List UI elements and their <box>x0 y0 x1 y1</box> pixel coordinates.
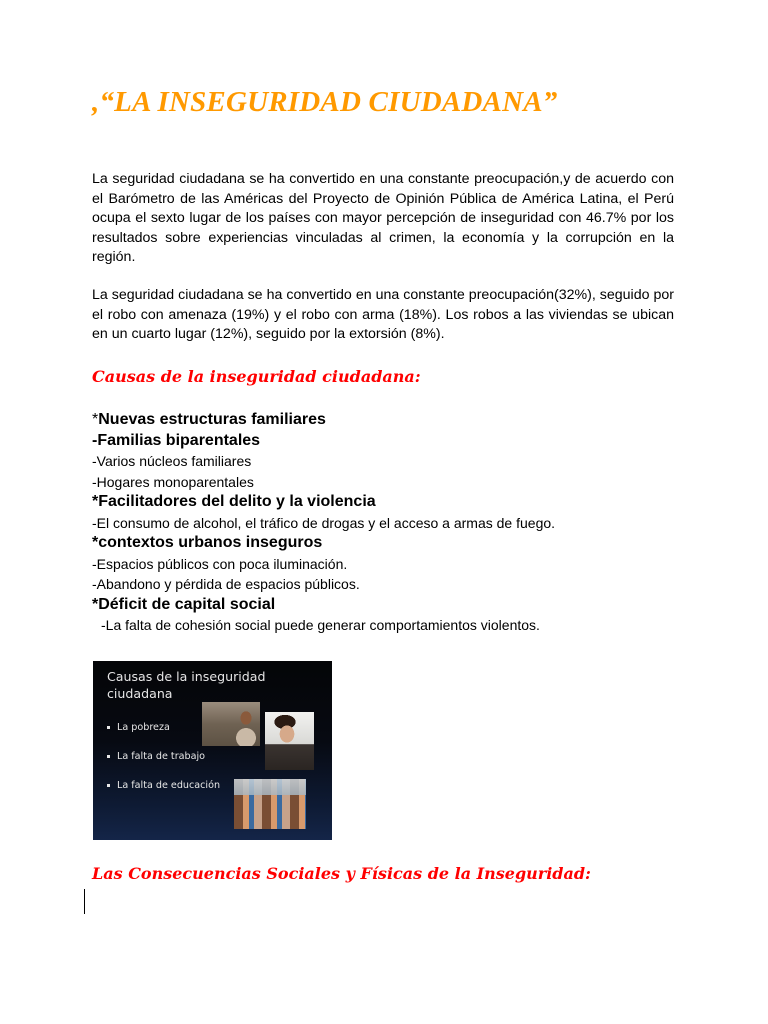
slide-bullet <box>107 722 170 733</box>
slide-bullet-label: La falta de educación <box>117 780 221 791</box>
slide-bullet-label: La falta de trabajo <box>117 751 206 762</box>
classroom-photo <box>234 779 306 829</box>
list-item: -Abandono y pérdida de espacios públicos. <box>92 576 360 592</box>
causes-list <box>92 410 692 636</box>
list-item: *contextos urbanos inseguros <box>92 534 323 551</box>
causes-heading: Causas de la inseguridad ciudadana: <box>92 367 421 386</box>
list-item: *Facilitadores del delito y la violencia <box>92 493 376 510</box>
list-item: -La falta de cohesión social puede generar comportamientos violentos. <box>101 617 540 633</box>
document-title: ,“LA INSEGURIDAD CIUDADANA” <box>92 86 558 118</box>
list-item: *Déficit de capital social <box>92 595 276 613</box>
intro-paragraph: La seguridad ciudadana se ha convertido en una constante preocupación,y de acuerdo con el Barómetro de las Américas del Proyecto de Opinión Pública de América Latina, el Perú ocupa el sexto lugar de los países con mayor percepción de inseguridad con 46.7% por los resultados sobre experiencias vinculadas al crimen, la economía y la corrupción en la región. <box>92 171 674 266</box>
list-item <box>92 410 692 431</box>
list-item: -El consumo de alcohol, el tráfico de drogas y el acceso a armas de fuego. <box>92 514 556 531</box>
list-item: -Hogares monoparentales <box>92 473 254 490</box>
slide-title: Causas de la inseguridad ciudadana <box>107 669 266 701</box>
embedded-slide-image <box>93 661 332 840</box>
slide-bullet <box>107 780 220 791</box>
poverty-photo <box>202 702 260 746</box>
bullet-icon <box>107 784 110 787</box>
slide-bullet <box>107 751 205 762</box>
list-item: -Espacios públicos con poca iluminación. <box>92 555 348 572</box>
bullet-star: * <box>92 411 99 428</box>
slide-bullet-label: La pobreza <box>117 722 170 733</box>
unemployment-photo <box>265 712 314 770</box>
list-item-label: Nuevas estructuras familiares <box>98 411 326 428</box>
list-item: -Familias biparentales <box>92 431 261 449</box>
text-cursor <box>84 889 85 914</box>
statistics-paragraph: La seguridad ciudadana se ha convertido en una constante preocupación(32%), seguido por el robo con amenaza (19%) y el robo con arma (18%). Los robos a las viviendas se ubican en un cuarto lugar (12%), seguido por la extorsión (8%). <box>92 287 674 343</box>
list-item: -Varios núcleos familiares <box>92 453 252 469</box>
bullet-icon <box>107 755 110 758</box>
bullet-icon <box>107 726 110 729</box>
consequences-heading: Las Consecuencias Sociales y Físicas de la Inseguridad: <box>92 864 591 883</box>
